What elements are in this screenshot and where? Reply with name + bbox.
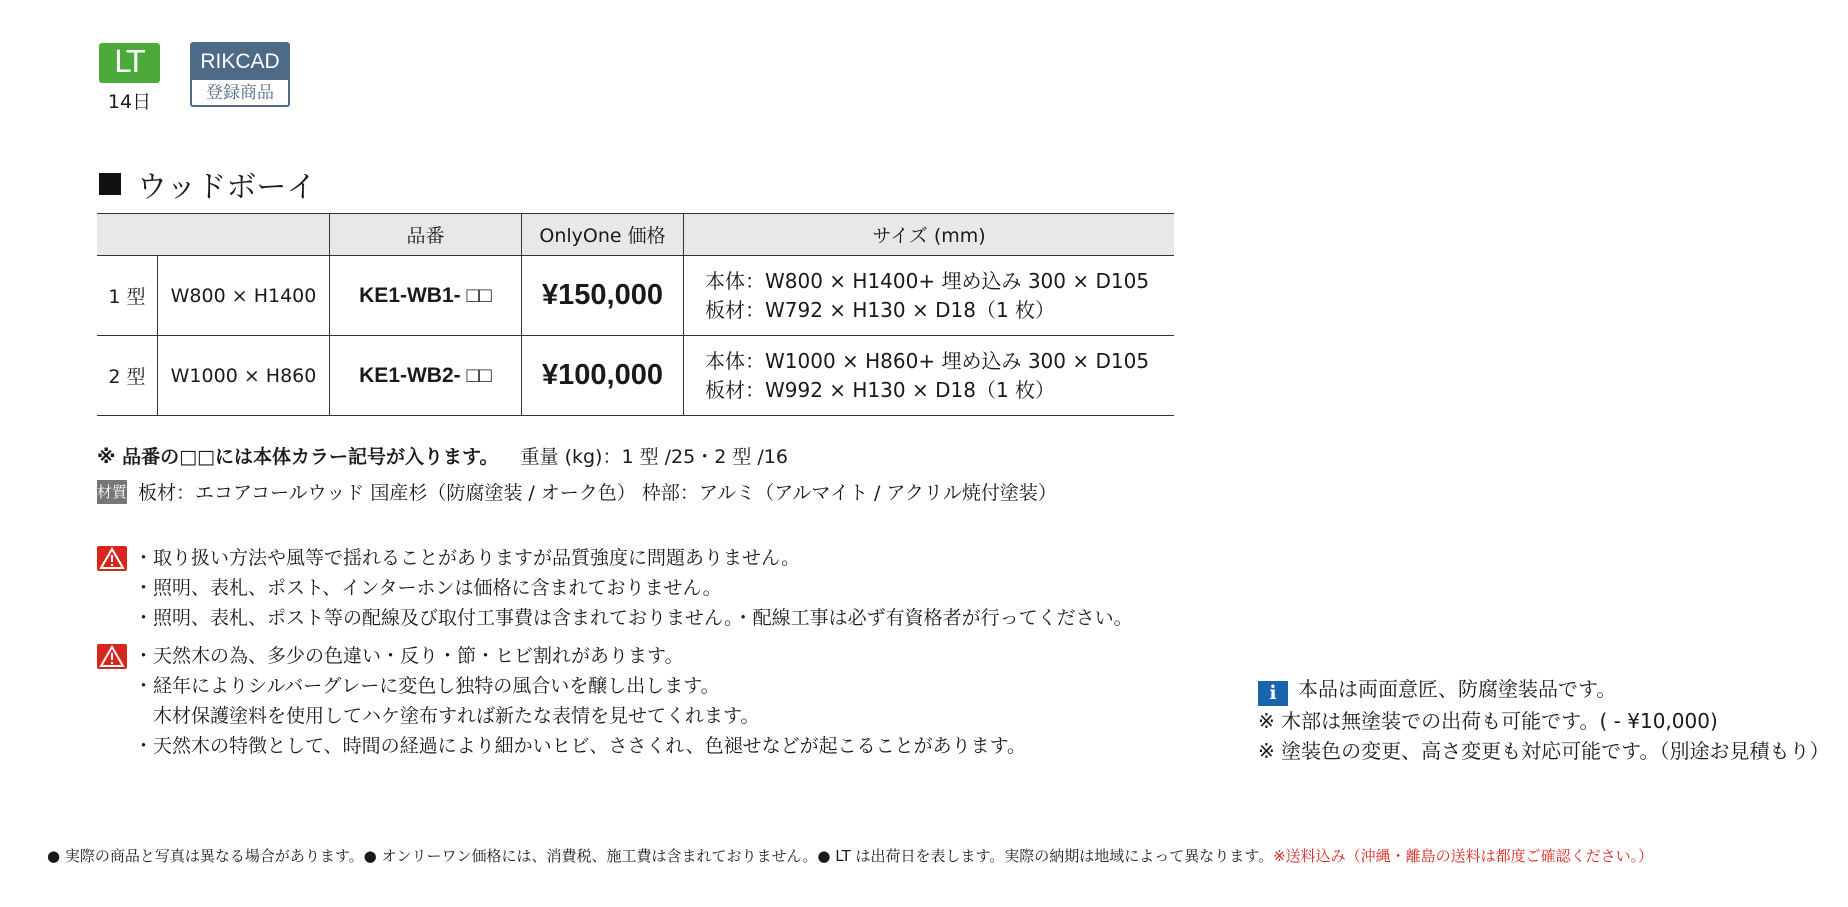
material-text: 板材：エコアコールウッド 国産杉（防腐塗装 / オーク色） 枠部：アルミ（アルマイト / アクリル焼付塗装） <box>138 482 1057 504</box>
info-line-2: ※ 木部は無塗装での出荷も可能です。( - ¥10,000) <box>1258 709 1718 733</box>
row-detail <box>684 336 1175 416</box>
row-type: 1 型 <box>97 256 158 336</box>
detail-body: 本体：W800 × H1400+ 埋め込み 300 × D105 <box>705 268 1150 293</box>
product-heading <box>99 162 316 206</box>
header-code: 品番 <box>330 214 522 256</box>
detail-body: 本体：W1000 × H860+ 埋め込み 300 × D105 <box>705 348 1150 373</box>
warning-item: ・経年によりシルバーグレーに変色し独特の風合いを醸し出します。 <box>134 675 720 697</box>
warning-item: ・取り扱い方法や風等で揺れることがありますが品質強度に問題ありません。 <box>134 547 801 569</box>
warning-item: 木材保護塗料を使用してハケ塗布すれば新たな表情を見せてくれます。 <box>134 705 760 727</box>
lead-time-days: 14日 <box>107 91 152 113</box>
material-note <box>97 478 1057 505</box>
row-detail <box>684 256 1175 336</box>
warning-item: ・天然木の為、多少の色違い・反り・節・ヒビ割れがあります。 <box>134 645 684 667</box>
header-size: サイズ (mm) <box>684 214 1175 256</box>
square-bullet-icon <box>99 173 121 195</box>
warning-list-1 <box>134 543 1133 633</box>
color-code-note: ※ 品番の□□には本体カラー記号が入ります。 <box>97 446 499 468</box>
footer-shipping-note: ※送料込み（沖縄・離島の送料は都度ご確認ください。） <box>1273 847 1654 865</box>
warning-list-2 <box>134 641 1026 761</box>
weight-note: 重量 (kg)：1 型 /25・2 型 /16 <box>520 446 788 468</box>
row-code: KE1-WB2- □□ <box>330 336 522 416</box>
lt-badge: LT <box>99 43 160 83</box>
header-price: OnlyOne 価格 <box>522 214 684 256</box>
table-row <box>97 336 1174 416</box>
header-type <box>97 214 330 256</box>
row-size: W1000 × H860 <box>158 336 330 416</box>
product-title: ウッドボーイ <box>137 170 317 205</box>
footer-text: ● 実際の商品と写真は異なる場合があります。● オンリーワン価格には、消費税、施工費は含まれておりません。● LT は出荷日を表します。実際の納期は地域によって異なります。 <box>47 847 1274 865</box>
row-price: ¥100,000 <box>522 336 684 416</box>
code-note <box>97 442 788 469</box>
table-header-row <box>97 214 1174 256</box>
footer-note <box>47 845 1653 866</box>
spec-table <box>97 213 1174 416</box>
row-code: KE1-WB1- □□ <box>330 256 522 336</box>
rikcad-label: RIKCAD <box>192 44 288 80</box>
detail-board: 板材：W992 × H130 × D18（1 枚） <box>705 377 1056 402</box>
row-type: 2 型 <box>97 336 158 416</box>
detail-board: 板材：W792 × H130 × D18（1 枚） <box>705 297 1056 322</box>
material-icon: 材質 <box>97 480 127 504</box>
warning-icon <box>97 644 127 669</box>
rikcad-badge <box>190 42 290 107</box>
warning-icon <box>97 546 127 571</box>
info-icon: i <box>1258 681 1288 706</box>
row-size: W800 × H1400 <box>158 256 330 336</box>
info-box <box>1258 674 1830 766</box>
warning-item: ・天然木の特徴として、時間の経過により細かいヒビ、ささくれ、色褪せなどが起こることがあります。 <box>134 735 1027 757</box>
info-text-1: 本品は両面意匠、防腐塗装品です。 <box>1298 677 1617 701</box>
row-price: ¥150,000 <box>522 256 684 336</box>
info-line-3: ※ 塗装色の変更、高さ変更も対応可能です。（別途お見積もり） <box>1258 739 1830 763</box>
info-line-1 <box>1258 674 1830 706</box>
warning-item: ・照明、表札、ポスト等の配線及び取付工事費は含まれておりません。・配線工事は必ず有資格者が行ってください。 <box>134 607 1133 629</box>
registered-product-label: 登録商品 <box>206 83 274 103</box>
table-row <box>97 256 1174 336</box>
warning-item: ・照明、表札、ポスト、インターホンは価格に含まれておりません。 <box>134 577 722 599</box>
